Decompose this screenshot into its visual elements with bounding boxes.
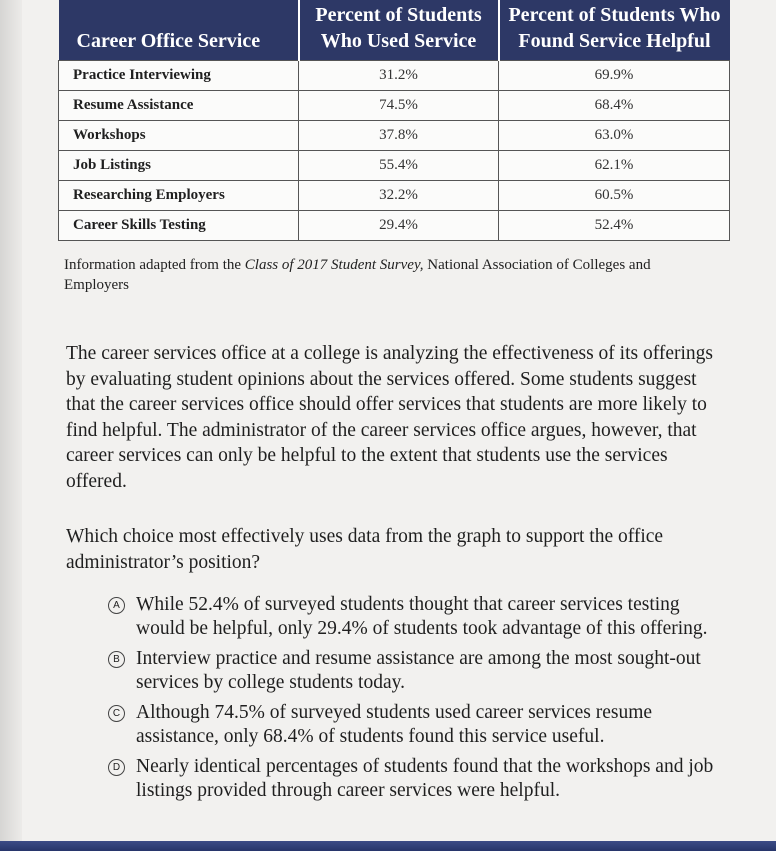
choice-letter-a-icon: A xyxy=(108,597,125,614)
choice-letter-d-icon: D xyxy=(108,759,125,776)
choice-letter-c-icon: C xyxy=(108,705,125,722)
answer-choice-c[interactable] xyxy=(108,701,718,749)
column-header-service: Career Office Service xyxy=(59,0,299,61)
table-row xyxy=(59,211,730,241)
service-name: Practice Interviewing xyxy=(59,61,299,91)
percent-helpful: 60.5% xyxy=(499,181,730,211)
screen-bezel-bottom xyxy=(0,841,776,851)
table-row xyxy=(59,91,730,121)
percent-helpful: 63.0% xyxy=(499,121,730,151)
source-citation xyxy=(64,255,714,295)
source-suffix: National Association of Colleges and Employers xyxy=(64,257,651,293)
service-name: Job Listings xyxy=(59,151,299,181)
choice-text: Nearly identical percentages of students found that the workshops and job listings provided through career services were helpful. xyxy=(136,756,714,801)
percent-helpful: 68.4% xyxy=(499,91,730,121)
percent-helpful: 52.4% xyxy=(499,211,730,241)
percent-used: 55.4% xyxy=(299,151,499,181)
service-name: Resume Assistance xyxy=(59,91,299,121)
table-row xyxy=(59,61,730,91)
column-header-helpful: Percent of Students Who Found Service Helpful xyxy=(499,0,730,61)
percent-used: 32.2% xyxy=(299,181,499,211)
service-name: Career Skills Testing xyxy=(59,211,299,241)
table-row xyxy=(59,181,730,211)
service-name: Workshops xyxy=(59,121,299,151)
percent-used: 74.5% xyxy=(299,91,499,121)
choice-text: While 52.4% of surveyed students thought that career services testing would be helpful, only 29.4% of students took advantage of this offering. xyxy=(136,594,708,639)
question-passage: The career services office at a college is analyzing the effectiveness of its offerings by evaluating student opinions about the services offered. Some students suggest that the career services office should offer services that students are more likely to find helpful. The administrator of the career services office argues, however, that career services can only be helpful to the extent that students use the services offered. xyxy=(66,343,714,492)
percent-helpful: 62.1% xyxy=(499,151,730,181)
question-stem: Which choice most effectively uses data from the graph to support the office administrator’s position? xyxy=(66,526,664,573)
source-title: Class of 2017 Student Survey, xyxy=(244,257,424,273)
answer-choice-b[interactable] xyxy=(108,647,718,695)
choice-text: Interview practice and resume assistance are among the most sought-out services by college students today. xyxy=(136,648,701,693)
question-page xyxy=(58,0,758,809)
service-name: Researching Employers xyxy=(59,181,299,211)
source-prefix: Information adapted from the xyxy=(64,257,245,273)
percent-used: 37.8% xyxy=(299,121,499,151)
column-header-used: Percent of Students Who Used Service xyxy=(299,0,499,61)
choice-letter-b-icon: B xyxy=(108,651,125,668)
percent-helpful: 69.9% xyxy=(499,61,730,91)
screen-bezel-left xyxy=(0,0,22,851)
percent-used: 31.2% xyxy=(299,61,499,91)
table-row xyxy=(59,151,730,181)
career-services-table xyxy=(58,0,730,241)
table-header-row xyxy=(59,0,730,61)
table-row xyxy=(59,121,730,151)
choice-text: Although 74.5% of surveyed students used career services resume assistance, only 68.4% of students found this service useful. xyxy=(136,702,653,747)
answer-choices xyxy=(108,593,718,803)
answer-choice-a[interactable] xyxy=(108,593,718,641)
answer-choice-d[interactable] xyxy=(108,755,718,803)
percent-used: 29.4% xyxy=(299,211,499,241)
